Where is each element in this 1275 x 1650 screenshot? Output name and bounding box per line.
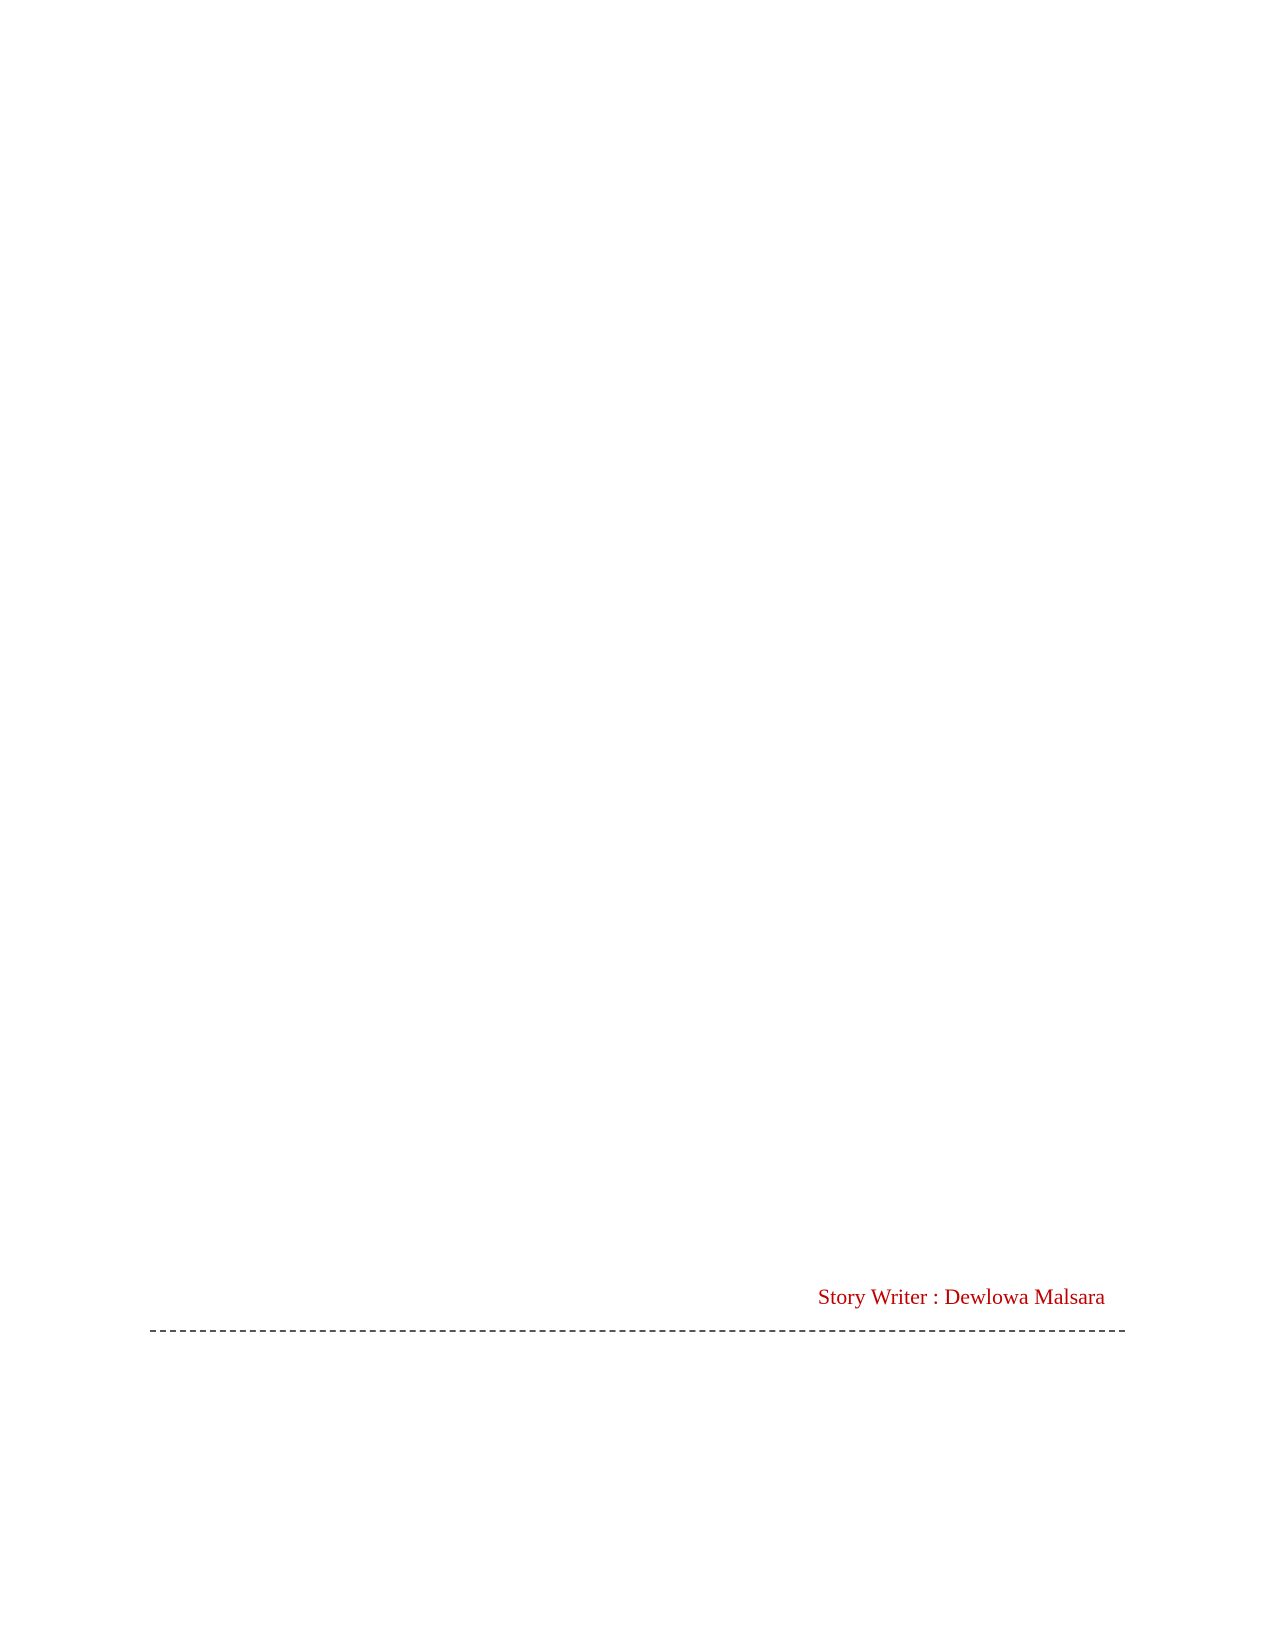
paragraph	[150, 1006, 1125, 1074]
paragraph	[150, 1372, 1125, 1440]
dialogue-line	[150, 958, 1125, 992]
paragraph	[150, 110, 1125, 246]
story-writer-credit: Story Writer : Dewlowa Malsara	[817, 1284, 1105, 1309]
paragraph	[150, 390, 1125, 458]
section-separator	[150, 1330, 1125, 1332]
dialogue-line	[150, 698, 1125, 732]
paragraph	[150, 794, 1125, 896]
dialogue-line	[150, 746, 1125, 780]
dialogue-line	[150, 1088, 1125, 1122]
dialogue-line	[150, 602, 1125, 636]
dialogue-line	[150, 472, 1125, 506]
story-body	[150, 110, 1125, 1300]
paragraph	[150, 260, 1125, 328]
dialogue-line	[150, 1184, 1125, 1218]
dialogue-line	[150, 650, 1125, 684]
story-continuation	[150, 1372, 1125, 1440]
paragraph	[150, 520, 1125, 588]
credit-row	[150, 1284, 1125, 1310]
dialogue-line	[150, 910, 1125, 944]
dialogue-line	[150, 1136, 1125, 1170]
dialogue-line	[150, 342, 1125, 376]
